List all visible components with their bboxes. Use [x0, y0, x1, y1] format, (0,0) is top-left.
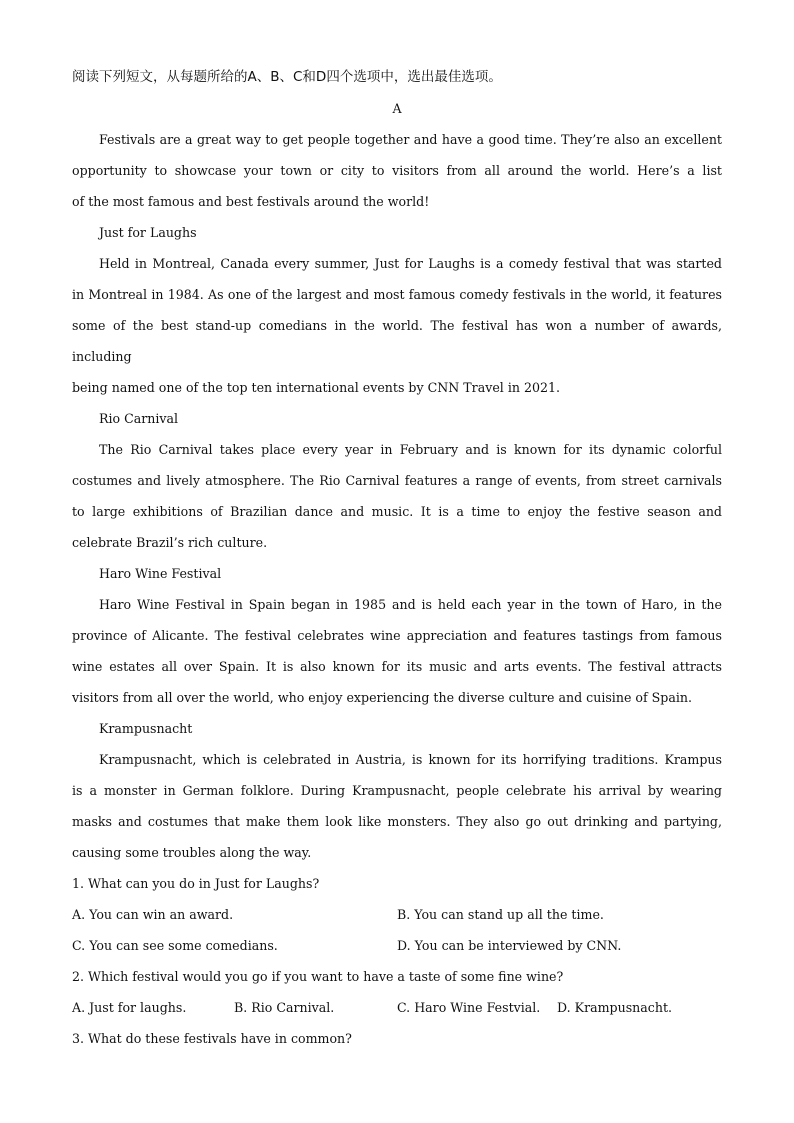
question-stem: 3. What do these festivals have in common?	[72, 1031, 352, 1046]
festival-heading: Rio Carnival	[99, 411, 179, 426]
option-row	[72, 899, 722, 930]
paragraph-line: in Montreal in 1984. As one of the largest and most famous comedy festivals in the world, it features	[72, 287, 722, 302]
section-label: A	[392, 101, 402, 116]
intro-paragraph	[72, 124, 722, 217]
option-row	[72, 992, 722, 1023]
intro-line: of the most famous and best festivals around the world!	[72, 194, 430, 209]
paragraph-line: some of the best stand-up comedians in the world. The festival has won a number of awards, including	[72, 318, 722, 364]
option-d: D. You can be interviewed by CNN.	[397, 938, 622, 953]
paragraph-line: masks and costumes that make them look like monsters. They also go out drinking and partying,	[72, 814, 722, 829]
option-a: A. Just for laughs.	[72, 1000, 187, 1015]
option-row	[72, 930, 722, 961]
festival-heading: Krampusnacht	[99, 721, 193, 736]
paragraph-line: The Rio Carnival takes place every year in February and is known for its dynamic colorful	[99, 442, 722, 457]
document-page	[72, 62, 722, 1054]
paragraph-line: wine estates all over Spain. It is also known for its music and arts events. The festival attracts	[72, 659, 722, 674]
paragraph-line: celebrate Brazil’s rich culture.	[72, 535, 268, 550]
option-b: B. Rio Carnival.	[234, 1000, 335, 1015]
paragraph-line: to large exhibitions of Brazilian dance and music. It is a time to enjoy the festive season and	[72, 504, 722, 519]
festival-heading: Just for Laughs	[99, 225, 197, 240]
paragraph-line: costumes and lively atmosphere. The Rio Carnival features a range of events, from street carnivals	[72, 473, 722, 488]
festival-paragraph	[72, 434, 722, 558]
paragraph-line: being named one of the top ten international events by CNN Travel in 2021.	[72, 380, 561, 395]
instruction-text: 阅读下列短文，从每题所给的A、B、C和D四个选项中，选出最佳选项。	[72, 69, 502, 85]
paragraph-line: Krampusnacht, which is celebrated in Austria, is known for its horrifying traditions. Krampus	[99, 752, 722, 767]
intro-line: Festivals are a great way to get people together and have a good time. They’re also an excellent	[99, 132, 722, 147]
paragraph-line: Held in Montreal, Canada every summer, Just for Laughs is a comedy festival that was started	[99, 256, 722, 271]
intro-line: opportunity to showcase your town or city to visitors from all around the world. Here’s a list	[72, 163, 722, 178]
paragraph-line: is a monster in German folklore. During Krampusnacht, people celebrate his arrival by wearing	[72, 783, 722, 798]
paragraph-line: visitors from all over the world, who enjoy experiencing the diverse culture and cuisine of Spain.	[72, 690, 692, 705]
festival-heading: Haro Wine Festival	[99, 566, 222, 581]
question-stem: 2. Which festival would you go if you want to have a taste of some fine wine?	[72, 969, 564, 984]
option-c: C. You can see some comedians.	[72, 938, 278, 953]
option-c: C. Haro Wine Festvial.	[397, 1000, 541, 1015]
paragraph-line: province of Alicante. The festival celebrates wine appreciation and features tastings from famous	[72, 628, 722, 643]
option-a: A. You can win an award.	[72, 907, 234, 922]
festival-paragraph	[72, 589, 722, 713]
festival-paragraph	[72, 248, 722, 403]
paragraph-line: Haro Wine Festival in Spain began in 1985 and is held each year in the town of Haro, in the	[99, 597, 722, 612]
paragraph-line: causing some troubles along the way.	[72, 845, 312, 860]
question-stem: 1. What can you do in Just for Laughs?	[72, 876, 320, 891]
option-d: D. Krampusnacht.	[557, 1000, 673, 1015]
festival-paragraph	[72, 744, 722, 868]
option-b: B. You can stand up all the time.	[397, 907, 604, 922]
